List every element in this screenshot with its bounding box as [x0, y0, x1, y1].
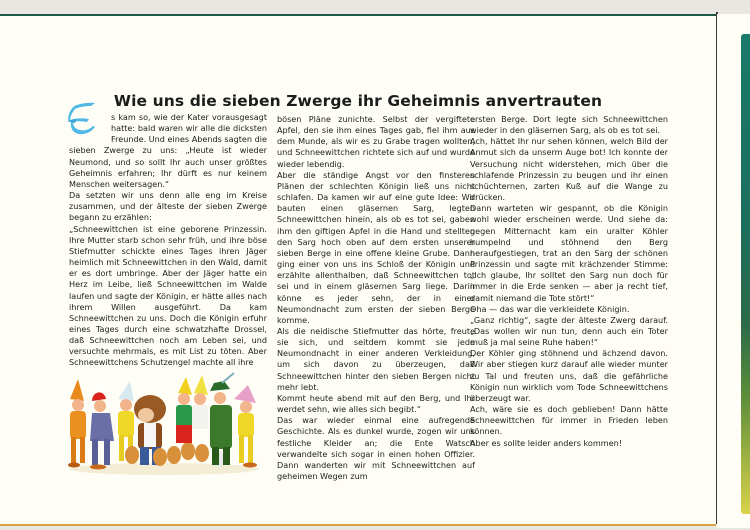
paragraph: Kommt heute abend mit auf den Berg, und Ihr werdet sehn, wie alles sich begibt.“	[277, 392, 475, 415]
paragraph: Aber es sollte leider anders kommen!	[470, 437, 623, 448]
text-column-1	[69, 112, 267, 369]
dwarf-green	[210, 373, 234, 465]
chapter-title: Wie uns die sieben Zwerge ihr Geheimnis anvertrauten	[113, 92, 603, 111]
paragraph: Das war wieder einmal eine aufregende Geschichte. Als es dunkel wurde, zogen wir uns festliche Kleider an; die Ente Watsch verwandelte sich sogar in einen hohen Offizier. Dann wanderten wir mit Schneewittchen auf geheimen Wegen zum	[277, 415, 475, 481]
paragraph: Ach, wäre sie es doch geblieben! Dann hätte Schneewittchen für immer in Frieden leben können.	[470, 404, 668, 437]
dwarf-red	[176, 377, 192, 443]
dwarf-yellow-pink-cap	[234, 385, 257, 468]
paragraph: Der Köhler ging stöhnend und ächzend davon. Wir aber stiegen kurz darauf alle wieder munter zu Tal und freuten uns, daß die gefährliche Königin nun wirklich vom Tode Schneewittchens überzeugt war.	[470, 348, 668, 403]
paragraph: Aber die ständige Angst vor den finsteren Plänen der schlechten Königin ließ uns nicht schlafen. Da kamen wir auf eine gute Idee: Wir bauten einen gläsernen Sarg, legten Schneewittchen hinein, als ob es tot sei, gaben ihm den giftigen Apfel in die Hand und stellten den Sarg hoch oben auf dem ersten unserer sieben Berge in eine offene kleine Grube. Dann ging einer von uns ins Schloß der Königin und erzählte allenthalben, daß Schneewittchen tot sei und in einem gläsernen Sarg liege. Darin könne es jeder sehn, der in einer Neumondnacht zum ersten der sieben Berge komme.	[277, 169, 475, 325]
paragraph	[69, 112, 267, 190]
watercolor-illustration-edge	[741, 34, 750, 514]
paragraph: Dann warteten wir gespannt, ob die Königin wohl wieder erscheinen werde. Und siehe da: gegen Mitternacht kam ein uralter Köhler humpelnd und stöhnend den Berg heraufgestiegen, trat an den Sarg der schönen Prinzessin und sagte mit krächzender Stimme: „Ich glaube, Ihr solltet den Sarg nun doch für immer in die Erde senken — aber ja recht tief, damit niemand die Tote stört!“	[470, 203, 668, 303]
dwarf-white	[192, 375, 208, 429]
dwarf-blue	[90, 386, 114, 470]
dwarf-orange	[68, 379, 86, 468]
paragraph: Da setzten wir uns denn alle eng im Kreise zusammen, und der älteste der sieben Zwerge begann zu erzählen:	[69, 190, 267, 223]
paragraph: ersten Berge. Dort legte sich Schneewittchen wieder in den gläsernen Sarg, als ob es tot sei.	[470, 114, 668, 136]
text-column-3	[470, 114, 668, 449]
next-page-edge	[717, 14, 750, 528]
paragraph: Ach, hättet Ihr nur sehen können, welch Bild der Anmut sich da unserm Auge bot! Ich konnte der Versuchung nicht widerstehen, mich über die schlafende Prinzessin zu beugen und ihr einen schüchternen, zarten Kuß auf die Wange zu drücken.	[470, 136, 668, 203]
paragraph: bösen Pläne zunichte. Selbst der vergiftete Apfel, den sie ihm eines Tages gab, fiel ihm aus dem Munde, als wir es zu Grabe tragen wollten, und Schneewittchen richtete sich auf und wurde wieder lebendig.	[277, 114, 475, 169]
drop-cap-e-icon	[65, 100, 105, 138]
paragraph: Oha — das war die verkleidete Königin.	[470, 303, 630, 314]
text-column-2	[277, 114, 475, 482]
paragraph: „Schneewittchen ist eine geborene Prinzessin. Ihre Mutter starb schon sehr früh, und ihre böse Stiefmutter schickte eines Tages ihren Jäger heimlich mit Schneewittchen in den Wald, damit er es dort umbringe. Aber der Jäger hatte ein Herz im Leibe, ließ Schneewittchen im Walde laufen und sagte der Königin, er hätte alles nach ihrem Willen ausgeführt. Da kam Schneewittchen zu uns. Doch die Königin erfuhr eines Tages durch eine schwatzhafte Drossel, daß Schneewittchen noch am Leben sei, und versuchte mehrmals, es mit List zu töten. Aber Schneewittchens Schutzengel machte all ihre	[69, 223, 267, 368]
dwarfs-illustration	[62, 371, 267, 476]
paragraph: Als die neidische Stiefmutter das hörte, freute sie sich, und seitdem kommt sie jede Neumondnacht in einer anderen Verkleidung, um sich davon zu überzeugen, daß Schneewittchen hinter den sieben Bergen nicht mehr lebt.	[277, 325, 475, 392]
paragraph-text: s kam so, wie der Kater vorausgesagt hatte: bald waren wir alle die dicksten Freunde. Und eines Abends sagten die sieben Zwerge zu uns: „Heute ist wieder Neumond, und so sollt Ihr auch unser größtes Geheimnis erfahren; Ihr dürft es nur keinem Menschen weitersagen.“	[69, 112, 267, 189]
book-page	[0, 14, 716, 526]
paragraph: „Ganz richtig“, sagte der älteste Zwerg darauf. „Das wollen wir nun tun, denn auch ein Toter muß ja mal seine Ruhe haben!“	[470, 314, 668, 348]
